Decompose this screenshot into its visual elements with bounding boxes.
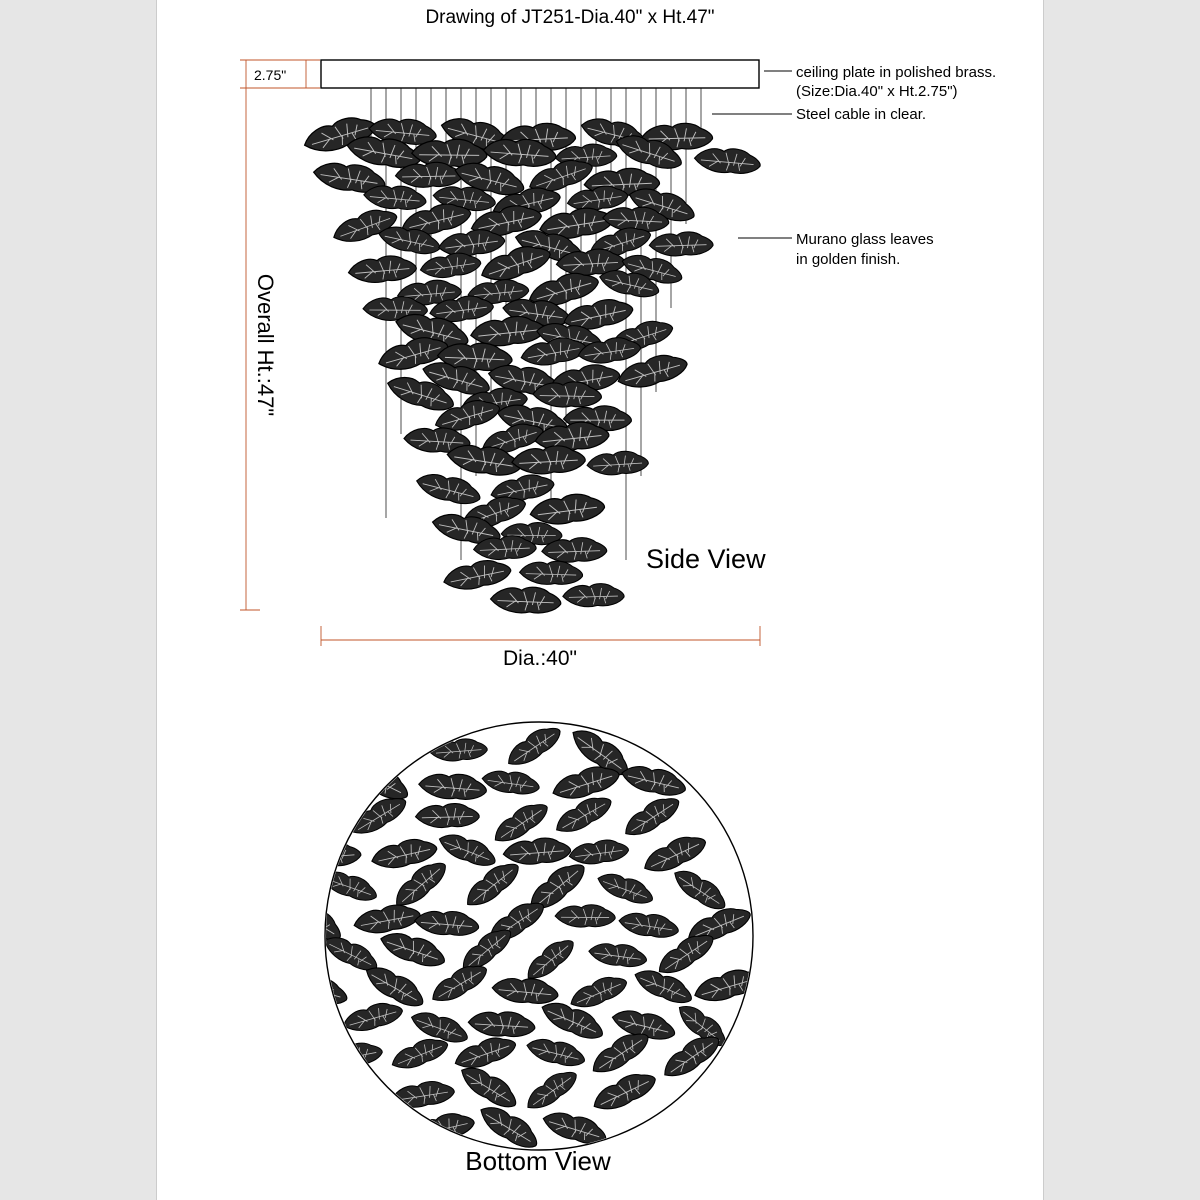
glass-leaf xyxy=(587,450,649,476)
cable-callout: Steel cable in clear. xyxy=(796,106,927,123)
glass-leaf xyxy=(563,584,624,607)
bottom-view-label: Bottom View xyxy=(465,1146,611,1176)
diameter-dimension xyxy=(321,626,760,646)
side-view-leaves xyxy=(301,111,762,615)
drawing-sheet xyxy=(156,0,1044,1200)
glass-leaf xyxy=(348,254,418,284)
technical-drawing xyxy=(156,0,1044,1200)
drawing-title: Drawing of JT251-Dia.40" x Ht.47" xyxy=(425,7,715,28)
glass-leaf xyxy=(490,585,562,616)
side-view-label: Side View xyxy=(646,544,766,574)
glass-leaf xyxy=(649,232,713,257)
ceiling-plate xyxy=(321,60,759,88)
plate-callout-line2: (Size:Dia.40" x Ht.2.75") xyxy=(796,83,958,100)
plate-height-label: 2.75" xyxy=(254,67,287,83)
glass-leaf xyxy=(529,491,606,527)
overall-height-label: Overall Ht.:47" xyxy=(253,273,278,417)
glass-leaf xyxy=(519,559,583,586)
plate-callout-line1: ceiling plate in polished brass. xyxy=(796,64,997,81)
leaves-callout-line2: in golden finish. xyxy=(796,251,901,268)
diameter-label: Dia.:40" xyxy=(503,647,577,670)
glass-leaf xyxy=(441,556,512,593)
glass-leaf xyxy=(693,145,761,177)
leaves-callout-line1: Murano glass leaves xyxy=(796,231,934,248)
glass-leaf xyxy=(414,468,484,509)
